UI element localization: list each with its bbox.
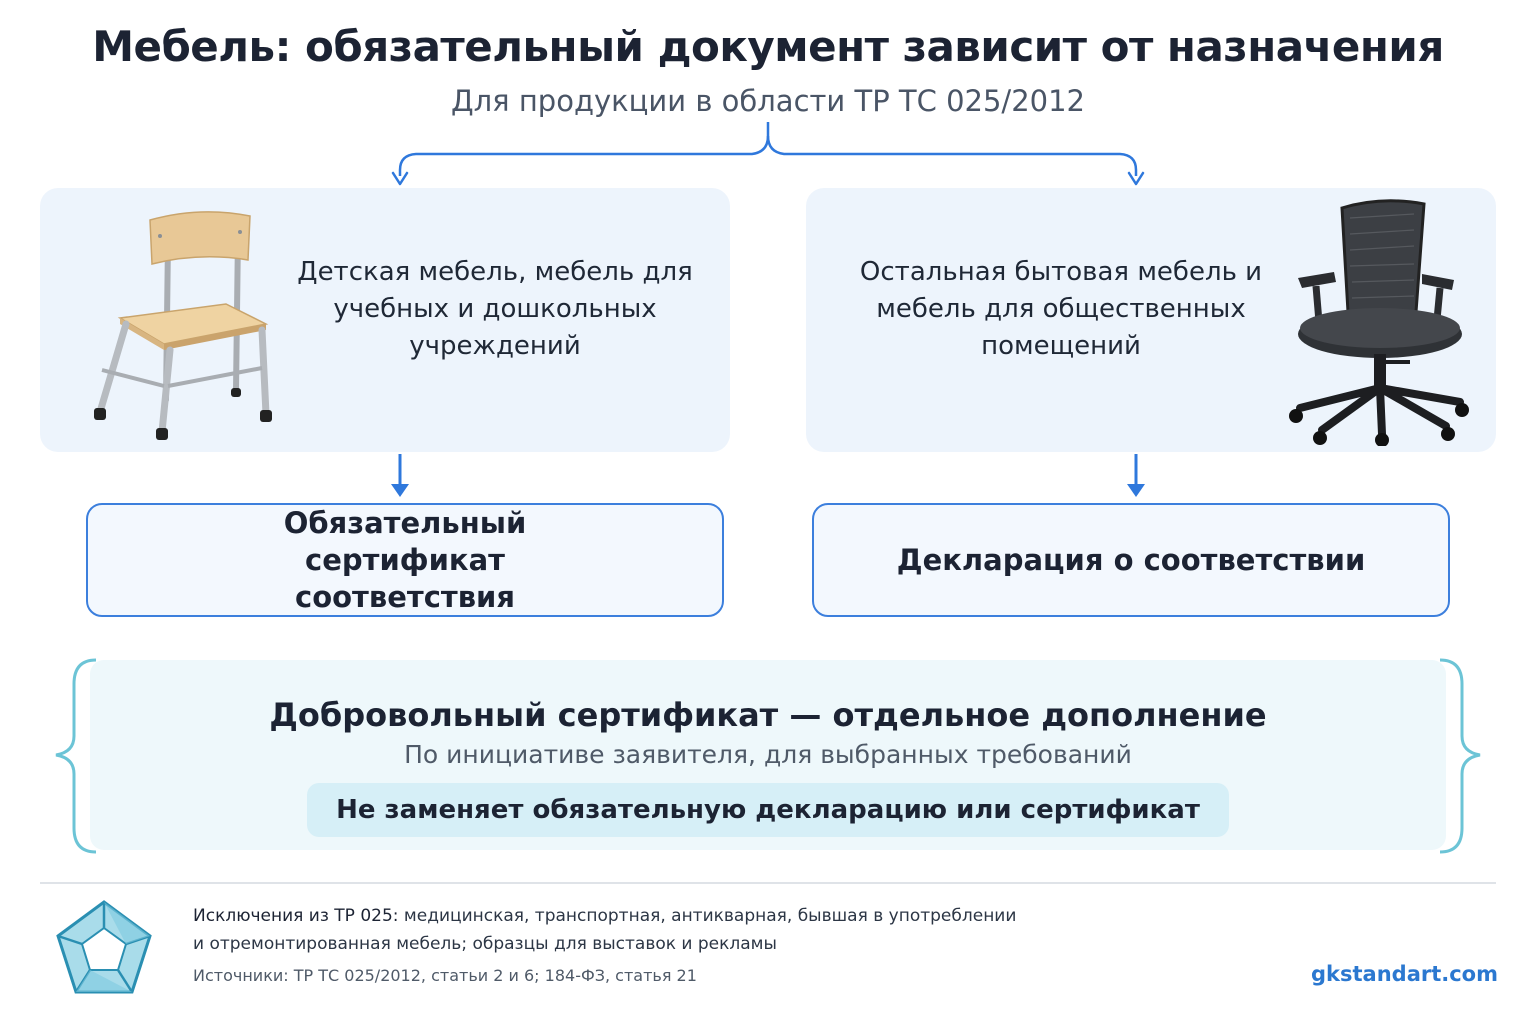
exceptions-line-1: медицинская, транспортная, антикварная, бывшая в употреблении [398,906,1017,926]
sources-text: Источники: ТР ТС 025/2012, статьи 2 и 6; 184-ФЗ, статья 21 [193,966,697,985]
result-declaration [812,503,1450,617]
right-curly-brace [1440,660,1480,852]
page-subtitle: Для продукции в области ТР ТС 025/2012 [450,84,1086,118]
pentagon-logo-icon [54,898,154,998]
office-chair-icon [1282,194,1472,446]
exceptions-text [193,902,1016,958]
branch-panel-other [806,188,1496,452]
page-title: Мебель: обязательный документ зависит от назначения [92,22,1444,71]
result-declaration-text: Декларация о соответствии [896,542,1366,577]
voluntary-certificate-block [90,660,1446,850]
exceptions-label: Исключения из ТР 025: [193,906,399,926]
result-mandatory-certificate [86,503,724,617]
exceptions-line-2: и отремонтированная мебель; образцы для выставок и рекламы [193,934,777,954]
voluntary-title: Добровольный сертификат — отдельное дополнение [269,696,1267,734]
voluntary-subtitle: По инициативе заявителя, для выбранных требований [404,740,1132,769]
voluntary-note: Не заменяет обязательную декларацию или сертификат [307,783,1229,837]
site-link[interactable]: gkstandart.com [1311,962,1498,986]
category-other: Остальная бытовая мебель и мебель для общественных помещений [859,257,1263,361]
branch-panel-children [40,188,730,452]
footer-divider [40,882,1496,884]
school-chair-icon [90,200,280,450]
result-mandatory-certificate-text: Обязательный сертификат соответствия [283,505,527,614]
category-children: Детская мебель, мебель для учебных и дошкольных учреждений [297,257,693,361]
split-brace [400,122,768,176]
